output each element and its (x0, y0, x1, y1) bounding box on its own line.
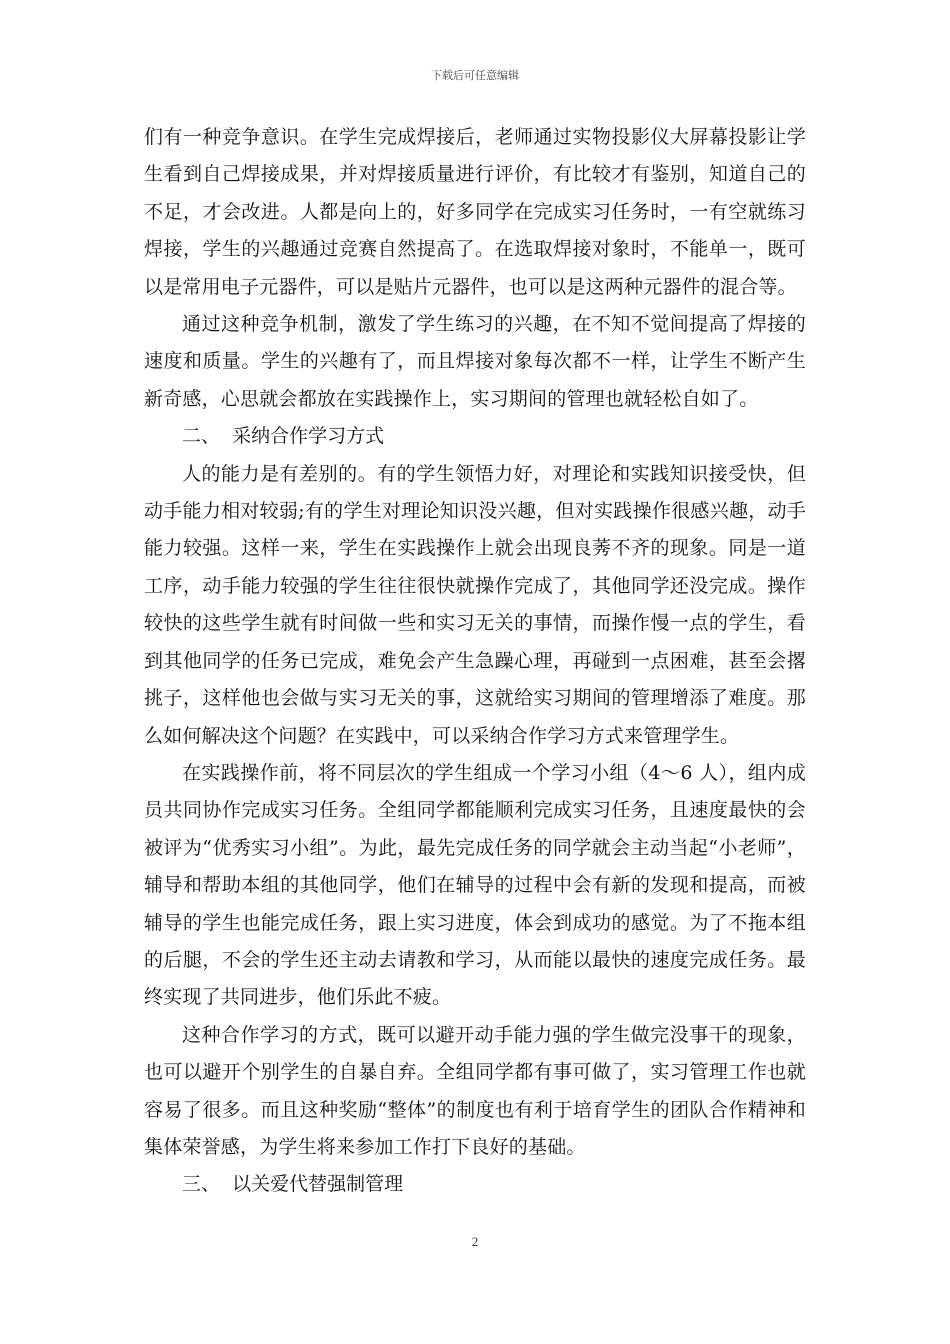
paragraph-2: 通过这种竞争机制，激发了学生练习的兴趣，在不知不觉间提高了焊接的速度和质量。学生的兴趣有了，而且焊接对象每次都不一样，让学生不断产生新奇感，心思就会都放在实践操作上，实习期间的管理也就轻松自如了。 (144, 313, 806, 410)
page-header: 下载后可任意编辑 (431, 69, 519, 82)
paragraph-4: 在实践操作前，将不同层次的学生组成一个学习小组（4～6 人），组内成员共同协作完成实习任务。全组同学都能顺利完成实习任务，且速度最快的会被评为“优秀实习小组”。为此，最先完成任务的同学就会主动当起“小老师”，辅导和帮助本组的其他同学，他们在辅导的过程中会有新的发现和提高，而被辅导的学生也能完成任务，跟上实习进度，体会到成功的感觉。为了不拖本组的后腿，不会的学生还主动去请教和学习，从而能以最快的速度完成任务。最终实现了共同进步，他们乐此不疲。 (144, 761, 806, 1009)
paragraph-3: 人的能力是有差别的。有的学生领悟力好，对理论和实践知识接受快，但动手能力相对较弱;有的学生对理论知识没兴趣，但对实践操作很感兴趣，动手能力较强。这样一来，学生在实践操作上就会出现良莠不齐的现象。同是一道工序，动手能力较强的学生往往很快就操作完成了，其他同学还没完成。操作较快的这些学生就有时间做一些和实习无关的事情，而操作慢一点的学生，看到其他同学的任务已完成，难免会产生急躁心理，再碰到一点困难，甚至会撂挑子，这样他也会做与实习无关的事，这就给实习期间的管理增添了难度。那么如何解决这个问题？在实践中，可以采纳合作学习方式来管理学生。 (144, 462, 806, 747)
document-body (144, 119, 806, 1204)
page-number: 2 (471, 1234, 479, 1249)
paragraph-5: 这种合作学习的方式，既可以避开动手能力强的学生做完没事干的现象，也可以避开个别学生的自暴自弃。全组同学都有事可做了，实习管理工作也就容易了很多。而且这种奖励“整体”的制度也有利于培育学生的团队合作精神和集体荣誉感，为学生将来参加工作打下良好的基础。 (144, 1023, 806, 1158)
paragraph-1: 们有一种竞争意识。在学生完成焊接后，老师通过实物投影仪大屏幕投影让学生看到自己焊接成果，并对焊接质量进行评价，有比较才有鉴别，知道自己的不足，才会改进。人都是向上的，好多同学在完成实习任务时，一有空就练习焊接，学生的兴趣通过竞赛自然提高了。在选取焊接对象时，不能单一，既可以是常用电子元器件，可以是贴片元器件，也可以是这两种元器件的混合等。 (144, 126, 806, 298)
section-heading-3: 三、 以关爱代替强制管理 (182, 1173, 404, 1196)
section-heading-2: 二、 采纳合作学习方式 (182, 425, 385, 448)
